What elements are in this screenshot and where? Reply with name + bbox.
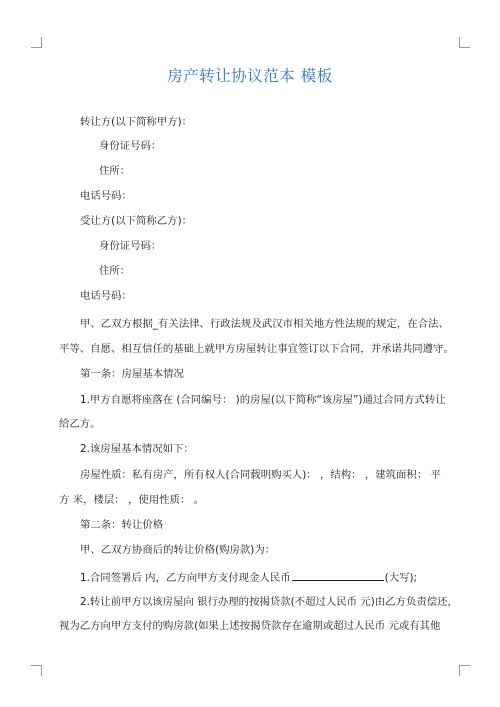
crop-mark-top-left xyxy=(31,37,42,48)
transferor-id-label: 身份证号码： xyxy=(99,140,162,152)
clause-2-1 xyxy=(80,569,417,585)
crop-mark-bottom-right xyxy=(459,665,470,676)
transferee-address-label: 住所： xyxy=(99,265,131,277)
transferee-id-label: 身份证号码： xyxy=(99,240,162,252)
clause-1-1-line-1: 1.甲方自愿将座落在 (合同编号： )的房屋(以下简称“该房屋”)通过合同方式转让 xyxy=(80,394,446,406)
property-details-line-1: 房屋性质：私有房产，所有权人(合同载明购买人)： ，结构： ，建筑面积： 平 xyxy=(80,469,441,481)
transferor-label: 转让方(以下简称甲方)： xyxy=(80,116,193,128)
crop-mark-top-right xyxy=(459,37,470,48)
article-2-heading: 第二条：转让价格 xyxy=(80,519,164,531)
transferee-label: 受让方(以下简称乙方)： xyxy=(80,215,193,227)
clause-2-1-text-a: 1.合同签署后 内，乙方向甲方支付现金人民币 xyxy=(80,572,291,584)
price-intro: 甲、乙双方协商后的转让价格(购房款)为： xyxy=(80,544,276,556)
transferor-address-label: 住所： xyxy=(99,165,131,177)
amount-blank xyxy=(292,569,384,581)
transferor-phone-label: 电话号码： xyxy=(80,190,132,202)
clause-2-1-text-b: (大写); xyxy=(384,572,418,584)
document-title: 房产转让协议范本 模板 xyxy=(167,67,333,85)
clause-2-2-line-1: 2.转让前甲方以该房屋向 银行办理的按揭贷款(不超过人民币 元)由乙方负责偿还， xyxy=(80,596,458,608)
clause-1-2: 2.该房屋基本情况如下： xyxy=(80,443,194,455)
crop-mark-bottom-left xyxy=(31,665,42,676)
clause-2-2-line-2: 视为乙方向甲方支付的购房款(如果上述按揭贷款存在逾期或超过人民币 元或有其他 xyxy=(59,620,441,632)
article-1-heading: 第一条：房屋基本情况 xyxy=(80,368,184,380)
property-details-line-2: 方 米，楼层： ，使用性质： 。 xyxy=(59,494,204,506)
intro-paragraph-line-2: 平等、自愿、相互信任的基础上就甲方房屋转让事宜签订以下合同，并承诺共同遵守。 xyxy=(59,343,454,355)
intro-paragraph-line-1: 甲、乙双方根据_有关法律、行政法规及武汉市相关地方性法规的规定，在合法、 xyxy=(80,318,449,330)
clause-1-1-line-2: 给乙方。 xyxy=(59,418,101,430)
transferee-phone-label: 电话号码： xyxy=(80,290,132,302)
